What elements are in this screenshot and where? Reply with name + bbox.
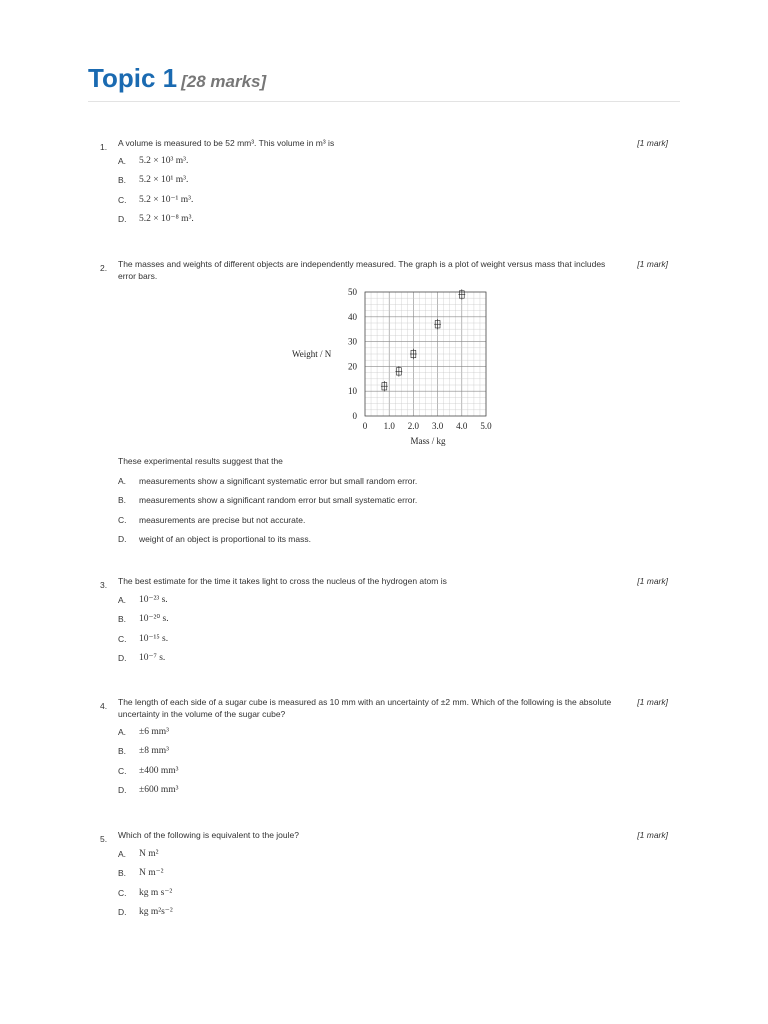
option-text: 10⁻⁷ s. — [139, 653, 166, 663]
y-tick-label: 40 — [348, 311, 357, 322]
topic-title: Topic 1 — [88, 63, 178, 93]
option-text: N m² — [139, 849, 159, 859]
weight-mass-graph — [288, 284, 508, 450]
option-letter: A. — [118, 595, 127, 605]
option-text: ±600 mm³ — [139, 785, 179, 795]
option-letter: C. — [118, 634, 127, 644]
y-tick-label: 10 — [348, 386, 357, 397]
question-text: The masses and weights of different objects are independently measured. The graph is a plot of weight versus mass that includes error bars. — [118, 259, 606, 281]
question-number: 5. — [100, 834, 108, 844]
question-followup — [118, 455, 283, 467]
option-letter: A. — [118, 156, 127, 166]
y-tick-label: 50 — [348, 287, 357, 297]
x-tick-label: 2.0 — [407, 421, 420, 431]
data-point — [458, 289, 465, 299]
question-text: A volume is measured to be 52 mm³. This volume in m³ is — [118, 138, 335, 148]
question-number: 3. — [100, 580, 108, 590]
option-letter: D. — [118, 534, 127, 544]
option-text: ±6 mm³ — [139, 727, 169, 737]
option-text: N m⁻² — [139, 868, 164, 878]
x-axis-label: Mass / kg — [410, 436, 446, 446]
question-mark: [1 mark] — [637, 138, 668, 148]
question-mark: [1 mark] — [637, 576, 668, 586]
page-title — [88, 58, 266, 95]
option-letter: D. — [118, 785, 127, 795]
option-text: 5.2 × 10⁻¹ m³. — [139, 195, 194, 205]
question-number: 4. — [100, 701, 108, 711]
option-text: kg m²s⁻² — [139, 907, 173, 917]
y-tick-label: 20 — [348, 361, 357, 372]
option-letter: C. — [118, 195, 127, 205]
question-number: 1. — [100, 142, 108, 152]
question-text: The best estimate for the time it takes light to cross the nucleus of the hydrogen atom is — [118, 576, 447, 586]
title-divider — [88, 101, 680, 102]
chart-ticks — [348, 287, 492, 431]
option-text: measurements are precise but not accurate. — [139, 515, 306, 525]
total-marks: [28 marks] — [181, 72, 267, 91]
option-text: weight of an object is proportional to its mass. — [139, 534, 311, 544]
chart-grid — [365, 292, 486, 416]
x-tick-label: 5.0 — [480, 421, 492, 431]
option-letter: B. — [118, 868, 127, 878]
option-text: 10⁻¹⁵ s. — [139, 634, 169, 644]
option-letter: C. — [118, 888, 127, 898]
option-text: ±400 mm³ — [139, 766, 179, 776]
followup-text: These experimental results suggest that the — [118, 456, 283, 466]
x-tick-label: 1.0 — [383, 421, 395, 431]
option-text: 10⁻²⁰ s. — [139, 614, 169, 624]
x-tick-label: 3.0 — [431, 421, 444, 431]
option-letter: B. — [118, 495, 127, 505]
option-text: kg m s⁻² — [139, 888, 173, 898]
option-text: 5.2 × 10⁻⁸ m³. — [139, 214, 194, 224]
option-letter: D. — [118, 653, 127, 663]
option-letter: C. — [118, 766, 127, 776]
option-text: measurements show a significant systematic error but small random error. — [139, 476, 418, 486]
option-letter: B. — [118, 614, 127, 624]
x-tick-label: 4.0 — [456, 421, 468, 431]
data-point — [381, 381, 388, 391]
data-point — [395, 366, 402, 376]
option-letter: A. — [118, 849, 127, 859]
option-letter: B. — [118, 746, 127, 756]
option-text: 10⁻²³ s. — [139, 595, 168, 605]
option-letter: D. — [118, 214, 127, 224]
data-point — [434, 319, 441, 329]
x-tick-label: 0 — [362, 421, 368, 431]
option-letter: C. — [118, 515, 127, 525]
question-mark: [1 mark] — [637, 830, 668, 840]
option-letter: D. — [118, 907, 127, 917]
option-text: 5.2 × 10³ m³. — [139, 156, 189, 166]
data-point — [410, 349, 417, 359]
y-tick-label: 0 — [352, 411, 357, 421]
question-number: 2. — [100, 263, 108, 273]
option-text: 5.2 × 10¹ m³. — [139, 175, 189, 185]
y-axis-label: Weight / N — [292, 349, 332, 359]
question-mark: [1 mark] — [637, 259, 668, 269]
option-text: ±8 mm³ — [139, 746, 169, 756]
option-letter: B. — [118, 175, 127, 185]
question-mark: [1 mark] — [637, 697, 668, 707]
y-tick-label: 30 — [348, 336, 357, 347]
option-letter: A. — [118, 727, 127, 737]
question-text: Which of the following is equivalent to the joule? — [118, 830, 299, 840]
option-letter: A. — [118, 476, 127, 486]
option-text: measurements show a significant random error but small systematic error. — [139, 495, 418, 505]
question-text: The length of each side of a sugar cube is measured as 10 mm with an uncertainty of ±2 mm. Which of the following is the absolute uncertainty in the volume of the sugar cube? — [118, 697, 612, 719]
